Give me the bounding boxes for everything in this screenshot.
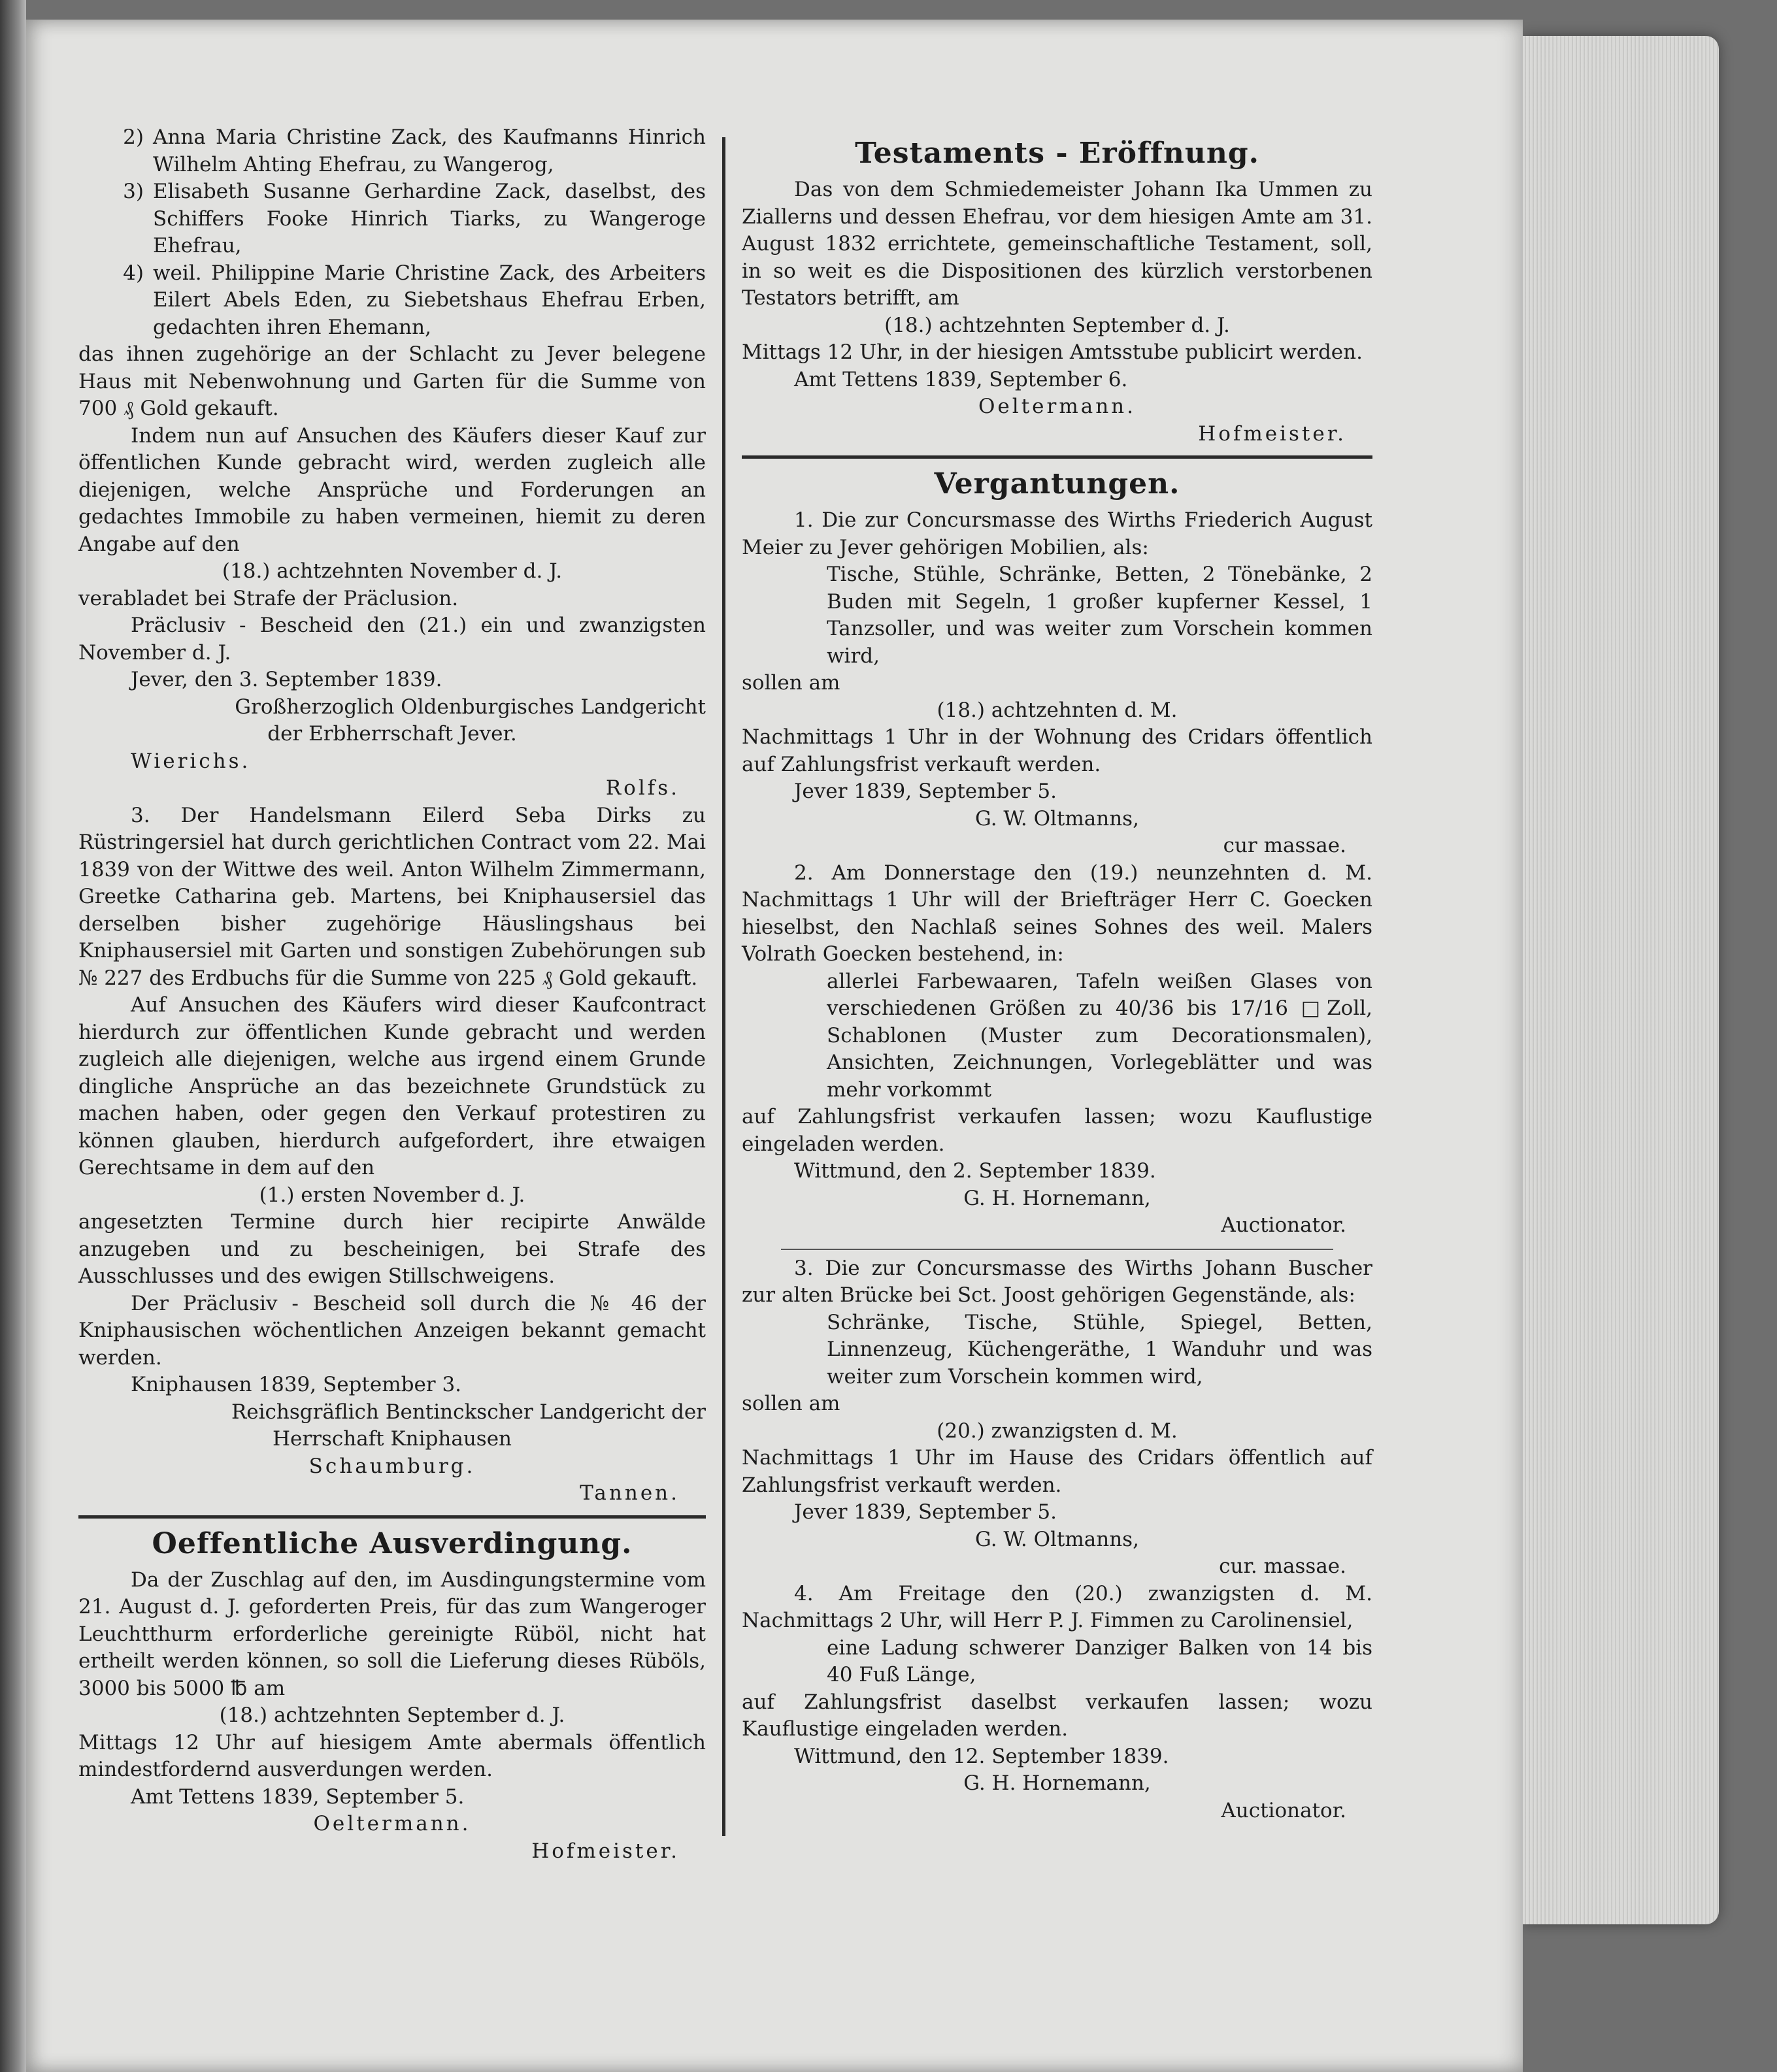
paragraph: 2. Am Donnerstage den (19.) neunzehnten d. M. Nachmittags 1 Uhr will der Briefträger Herr C. Goecken hieselbst, den Nachlaß seines Sohnes des weil. Malers Volrath Goecken bestehend, in: (742, 861, 1372, 966)
court-name: Reichsgräflich Bentinckscher Landgericht der (231, 1400, 706, 1424)
section-rule (78, 1515, 706, 1519)
date-line: (1.) ersten November d. J. (259, 1183, 525, 1207)
signature: cur. massae. (1219, 1554, 1346, 1578)
paragraph: Auf Ansuchen des Käufers wird dieser Kaufcontract hierdurch zur öffentlichen Kunde gebracht und werden zugleich alle diejenigen, welche aus irgend einem Grunde dingliche Ansprüche an das bezeichnete Grundstück zu machen haben, oder gegen den Verkauf protestiren zu können glauben, hierdurch aufgefordert, ihre etwaigen Gerechtsame in dem auf den (78, 993, 706, 1179)
paragraph: 3. Der Handelsmann Eilerd Seba Dirks zu Rüstringersiel hat durch gerichtlichen Contract vom 22. Mai 1839 von der Wittwe des weil. Anton Wilhelm Zimmermann, Greetke Catharina geb. Martens, bei Kniphausersiel das derselben bisher zugehörige Häuslingshaus bei Kniphausersiel mit Garten und sonstigen Zubehörungen sub № 227 des Erdbuchs für die Summe von 225 ₰ Gold gekauft. (78, 803, 706, 990)
signature: G. H. Hornemann, (963, 1186, 1151, 1210)
paragraph: Präclusiv - Bescheid den (21.) ein und zwanzigsten November d. J. (78, 614, 706, 665)
court-name: Großherzoglich Oldenburgisches Landgericht (235, 695, 706, 719)
column-divider (722, 137, 725, 1836)
date-line: (20.) zwanzigsten d. M. (937, 1419, 1178, 1443)
signature: Rolfs. (605, 776, 680, 800)
paragraph: auf Zahlungsfrist verkaufen lassen; wozu Kauflustige eingeladen werden. (742, 1105, 1372, 1156)
item-list: Tische, Stühle, Schränke, Betten, 2 Tönebänke, 2 Buden mit Segeln, 1 großer kupferner Kessel, 1 Tanzsoller, und was weiter zum Vorschein kommen wird, (827, 563, 1372, 668)
section-heading: Vergantungen. (934, 467, 1180, 501)
book-fore-edge (1523, 36, 1719, 1924)
newspaper-page (26, 20, 1523, 2072)
list-item: 4) weil. Philippine Marie Christine Zack, des Arbeiters Eilert Abels Eden, zu Siebetshaus Ehefrau Erben, gedachten ihren Ehemann, (123, 261, 706, 339)
divider-line (781, 1249, 1333, 1250)
paragraph: das ihnen zugehörige an der Schlacht zu Jever belegene Haus mit Nebenwohnung und Garten für die Summe von 700 ₰ Gold gekauft. (78, 342, 706, 420)
paragraph: Indem nun auf Ansuchen des Käufers dieser Kauf zur öffentlichen Kunde gebracht wird, werden zugleich alle diejenigen, welche Ansprüche und Forderungen an gedachtes Immobile zu haben vermeinen, hiemit zu deren Angabe auf den (78, 423, 706, 556)
signature: cur massae. (1223, 834, 1346, 857)
date-line: (18.) achtzehnten September d. J. (219, 1703, 565, 1727)
paragraph: 1. Die zur Concursmasse des Wirths Friederich August Meier zu Jever gehörigen Mobilien, als: (742, 508, 1372, 559)
paragraph: Nachmittags 1 Uhr im Hause des Cridars öffentlich auf Zahlungsfrist verkauft werden. (742, 1446, 1372, 1497)
signature: Tannen. (580, 1481, 680, 1505)
paragraph: Das von dem Schmiedemeister Johann Ika Ummen zu Ziallerns und dessen Ehefrau, vor dem hiesigen Amte am 31. August 1832 errichtete, gemeinschaftliche Testament, soll, in so weit es die Dispositionen des kürzlich verstorbenen Testators betrifft, am (742, 178, 1372, 310)
paragraph: Mittags 12 Uhr, in der hiesigen Amtsstube publicirt werden. (742, 340, 1363, 364)
place-date: Kniphausen 1839, September 3. (131, 1373, 462, 1396)
signature: G. H. Hornemann, (963, 1771, 1151, 1795)
date-line: (18.) achtzehnten d. M. (937, 698, 1178, 722)
list-item: 2) Anna Maria Christine Zack, des Kaufmanns Hinrich Wilhelm Ahting Ehefrau, zu Wangerog, (123, 125, 706, 176)
paragraph: Der Präclusiv - Bescheid soll durch die № 46 der Kniphausischen wöchentlichen Anzeigen bekannt gemacht werden. (78, 1291, 706, 1370)
paragraph: angesetzten Termine durch hier recipirte Anwälde anzugeben und zu bescheinigen, bei Strafe des Ausschlusses und des ewigen Stillschweigens. (78, 1210, 706, 1288)
item-list: eine Ladung schwerer Danziger Balken von 14 bis 40 Fuß Länge, (827, 1636, 1372, 1686)
place-date: Jever 1839, September 5. (794, 780, 1057, 803)
place-date: Wittmund, den 2. September 1839. (794, 1159, 1156, 1183)
item-list: allerlei Farbewaaren, Tafeln weißen Glases von verschiedenen Größen zu 40/36 bis 17/16 □Zoll, Schablonen (Muster zum Decorationsmalen), Ansichten, Zeichnungen, Vorlegeblätter und was mehr vorkommt (827, 969, 1372, 1102)
paragraph: auf Zahlungsfrist daselbst verkaufen lassen; wozu Kauflustige eingeladen werden. (742, 1690, 1372, 1741)
signature: G. W. Oltmanns, (975, 1527, 1139, 1551)
court-name: Herrschaft Kniphausen (272, 1427, 512, 1451)
signature: Auctionator. (1221, 1213, 1346, 1237)
date-line: (18.) achtzehnten November d. J. (222, 559, 563, 583)
paragraph: 4. Am Freitage den (20.) zwanzigsten d. M. Nachmittags 2 Uhr, will Herr P. J. Fimmen zu Carolinensiel, (742, 1581, 1372, 1632)
paragraph: sollen am (742, 1392, 840, 1415)
paragraph: verabladet bei Strafe der Präclusion. (78, 586, 459, 610)
signature: Schaumburg. (308, 1454, 476, 1478)
book-gutter (0, 0, 26, 2072)
paragraph: sollen am (742, 671, 840, 695)
place-date: Wittmund, den 12. September 1839. (794, 1744, 1169, 1768)
signature: Oeltermann. (978, 395, 1136, 418)
section-heading: Testaments - Eröffnung. (855, 137, 1259, 170)
place-date: Amt Tettens 1839, September 5. (131, 1784, 465, 1809)
paragraph: 3. Die zur Concursmasse des Wirths Johann Buscher zur alten Brücke bei Sct. Joost gehörigen Gegenstände, als: (742, 1256, 1372, 1307)
court-name: der Erbherrschaft Jever. (267, 722, 517, 746)
section-heading: Oeffentliche Ausverdingung. (152, 1526, 633, 1560)
signature: G. W. Oltmanns, (975, 806, 1139, 830)
left-column (78, 124, 706, 1865)
item-list: Schränke, Tische, Stühle, Spiegel, Betten, Linnenzeug, Küchengeräthe, 1 Wanduhr und was weiter zum Vorschein kommen wird, (827, 1310, 1372, 1389)
list-item: 3) Elisabeth Susanne Gerhardine Zack, daselbst, des Schiffers Fooke Hinrich Tiarks, zu Wangeroge Ehefrau, (123, 180, 706, 257)
paragraph: Da der Zuschlag auf den, im Ausdingungstermine vom 21. August d. J. geforderten Preis, für das zum Wangeroger Leuchtthurm erforderliche gereinigte Rüböl, nicht hat ertheilt werden können, so soll die Lieferung dieses Rüböls, 3000 bis 5000 ℔ am (78, 1568, 706, 1700)
right-column (742, 131, 1372, 1824)
place-date: Jever 1839, September 5. (794, 1500, 1057, 1524)
date-line: (18.) achtzehnten September d. J. (884, 313, 1230, 337)
place-date: Amt Tettens 1839, September 6. (794, 367, 1128, 391)
signature: Hofmeister. (1198, 421, 1346, 446)
signature: Hofmeister. (531, 1839, 680, 1863)
signature: Oeltermann. (313, 1812, 471, 1835)
place-date: Jever, den 3. September 1839. (131, 668, 442, 691)
signature: Wierichs. (131, 749, 251, 773)
signature: Auctionator. (1221, 1798, 1346, 1822)
paragraph: Nachmittags 1 Uhr in der Wohnung des Cridars öffentlich auf Zahlungsfrist verkauft werden. (742, 725, 1372, 776)
section-rule (742, 455, 1372, 459)
paragraph: Mittags 12 Uhr auf hiesigem Amte abermals öffentlich mindestfordernd ausverdungen werden. (78, 1730, 706, 1781)
